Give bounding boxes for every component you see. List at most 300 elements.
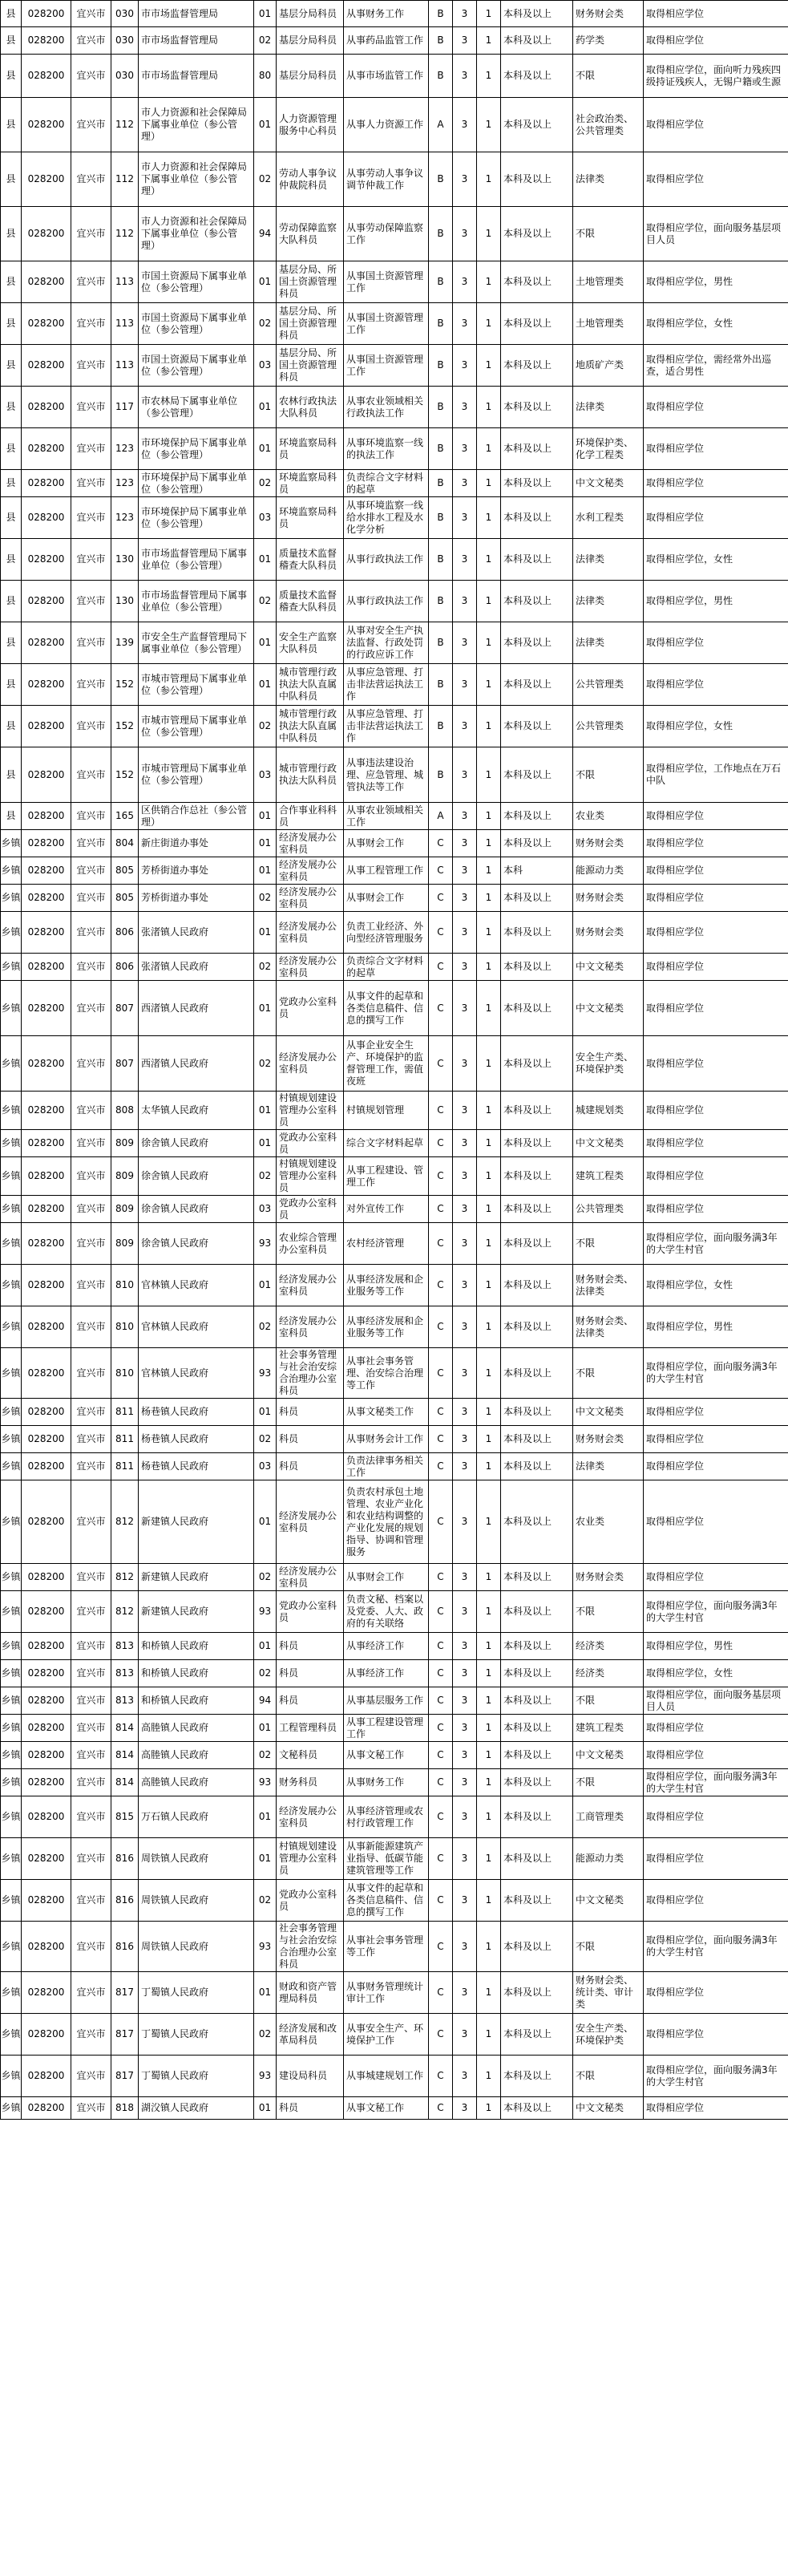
dept-code-cell: 117: [111, 387, 139, 428]
city-cell: 宜兴市: [71, 581, 111, 622]
headcount-cell: 1: [477, 470, 501, 497]
position-name-cell: 农业综合管理办公室科员: [277, 1223, 344, 1265]
position-name-cell: 基层分局科员: [277, 55, 344, 98]
position-name-cell: 党政办公室科员: [277, 1880, 344, 1922]
region-code-cell: 028200: [22, 1564, 71, 1591]
table-row: [1, 1591, 788, 1633]
exam-ratio-cell: 3: [453, 261, 477, 303]
exam-ratio-cell: 3: [453, 1426, 477, 1453]
duty-cell: 从事城建规划工作: [344, 2056, 429, 2097]
headcount-cell: 1: [477, 1092, 501, 1130]
other-requirements-cell: 取得相应学位: [644, 1399, 788, 1426]
category-cell: C: [429, 1591, 453, 1633]
position-name-cell: 经济发展办公室科员: [277, 1480, 344, 1564]
education-cell: 本科及以上: [501, 428, 573, 470]
other-requirements-cell: 取得相应学位: [644, 1130, 788, 1157]
position-name-cell: 城市管理行政执法大队直属中队科员: [277, 706, 344, 747]
exam-ratio-cell: 3: [453, 1348, 477, 1399]
category-cell: C: [429, 1265, 453, 1306]
level-cell: 县: [1, 470, 22, 497]
city-cell: 宜兴市: [71, 1972, 111, 2014]
headcount-cell: 1: [477, 885, 501, 912]
education-cell: 本科及以上: [501, 303, 573, 345]
category-cell: C: [429, 1036, 453, 1092]
education-cell: 本科及以上: [501, 1687, 573, 1715]
other-requirements-cell: 取得相应学位: [644, 1564, 788, 1591]
headcount-cell: 1: [477, 622, 501, 664]
position-name-cell: 村镇规划建设管理办公室科员: [277, 1157, 344, 1196]
category-cell: C: [429, 1769, 453, 1796]
position-code-cell: 93: [254, 1223, 277, 1265]
city-cell: 宜兴市: [71, 1092, 111, 1130]
level-cell: 乡镇: [1, 1742, 22, 1769]
education-cell: 本科及以上: [501, 27, 573, 55]
level-cell: 乡镇: [1, 830, 22, 857]
headcount-cell: 1: [477, 1157, 501, 1196]
table-row: [1, 1838, 788, 1880]
table-row: [1, 1564, 788, 1591]
other-requirements-cell: 取得相应学位，女性: [644, 1265, 788, 1306]
category-cell: C: [429, 1480, 453, 1564]
dept-name-cell: 高塍镇人民政府: [139, 1769, 254, 1796]
headcount-cell: 1: [477, 1564, 501, 1591]
position-code-cell: 01: [254, 1265, 277, 1306]
headcount-cell: 1: [477, 706, 501, 747]
dept-name-cell: 市国土资源局下属事业单位（参公管理）: [139, 303, 254, 345]
position-code-cell: 02: [254, 581, 277, 622]
other-requirements-cell: 取得相应学位: [644, 1972, 788, 2014]
table-row: [1, 981, 788, 1036]
education-cell: 本科及以上: [501, 1715, 573, 1742]
headcount-cell: 1: [477, 954, 501, 981]
dept-name-cell: 高塍镇人民政府: [139, 1715, 254, 1742]
education-cell: 本科及以上: [501, 664, 573, 706]
major-cell: 中文文秘类: [573, 2097, 644, 2120]
dept-name-cell: 市环境保护局下属事业单位（参公管理）: [139, 497, 254, 539]
position-name-cell: 基层分局、所国土资源管理科员: [277, 261, 344, 303]
city-cell: 宜兴市: [71, 1480, 111, 1564]
table-row: [1, 2056, 788, 2097]
level-cell: 县: [1, 55, 22, 98]
city-cell: 宜兴市: [71, 706, 111, 747]
dept-code-cell: 806: [111, 954, 139, 981]
education-cell: 本科及以上: [501, 1564, 573, 1591]
headcount-cell: 1: [477, 152, 501, 207]
dept-name-cell: 徐舍镇人民政府: [139, 1130, 254, 1157]
exam-ratio-cell: 3: [453, 1399, 477, 1426]
region-code-cell: 028200: [22, 885, 71, 912]
exam-ratio-cell: 3: [453, 706, 477, 747]
major-cell: 中文文秘类: [573, 954, 644, 981]
region-code-cell: 028200: [22, 1399, 71, 1426]
education-cell: 本科及以上: [501, 261, 573, 303]
dept-name-cell: 周铁镇人民政府: [139, 1880, 254, 1922]
other-requirements-cell: 取得相应学位，面向服务基层项目人员: [644, 207, 788, 261]
exam-ratio-cell: 3: [453, 1591, 477, 1633]
dept-code-cell: 814: [111, 1769, 139, 1796]
position-name-cell: 社会事务管理与社会治安综合治理办公室科员: [277, 1348, 344, 1399]
duty-cell: 从事社会事务管理、治安综合治理等工作: [344, 1348, 429, 1399]
major-cell: 土地管理类: [573, 303, 644, 345]
region-code-cell: 028200: [22, 1, 71, 27]
region-code-cell: 028200: [22, 1660, 71, 1687]
major-cell: 地质矿产类: [573, 345, 644, 387]
region-code-cell: 028200: [22, 152, 71, 207]
headcount-cell: 1: [477, 912, 501, 954]
region-code-cell: 028200: [22, 830, 71, 857]
education-cell: 本科及以上: [501, 1265, 573, 1306]
other-requirements-cell: 取得相应学位，女性: [644, 539, 788, 581]
city-cell: 宜兴市: [71, 1880, 111, 1922]
level-cell: 县: [1, 581, 22, 622]
duty-cell: 从事应急管理、打击非法营运执法工作: [344, 706, 429, 747]
table-row: [1, 664, 788, 706]
city-cell: 宜兴市: [71, 1660, 111, 1687]
region-code-cell: 028200: [22, 387, 71, 428]
region-code-cell: 028200: [22, 1157, 71, 1196]
city-cell: 宜兴市: [71, 470, 111, 497]
exam-ratio-cell: 3: [453, 1838, 477, 1880]
major-cell: 法律类: [573, 387, 644, 428]
category-cell: B: [429, 497, 453, 539]
dept-name-cell: 新建镇人民政府: [139, 1480, 254, 1564]
city-cell: 宜兴市: [71, 981, 111, 1036]
dept-name-cell: 市城市管理局下属事业单位（参公管理）: [139, 747, 254, 803]
position-name-cell: 安全生产监察大队科员: [277, 622, 344, 664]
duty-cell: 从事基层服务工作: [344, 1687, 429, 1715]
education-cell: 本科及以上: [501, 1223, 573, 1265]
level-cell: 县: [1, 747, 22, 803]
city-cell: 宜兴市: [71, 1426, 111, 1453]
region-code-cell: 028200: [22, 981, 71, 1036]
category-cell: C: [429, 912, 453, 954]
position-code-cell: 01: [254, 98, 277, 152]
table-row: [1, 470, 788, 497]
dept-name-cell: 市人力资源和社会保障局下属事业单位（参公管理）: [139, 98, 254, 152]
exam-ratio-cell: 3: [453, 345, 477, 387]
dept-code-cell: 113: [111, 261, 139, 303]
region-code-cell: 028200: [22, 1426, 71, 1453]
other-requirements-cell: 取得相应学位，工作地点在万石中队: [644, 747, 788, 803]
headcount-cell: 1: [477, 345, 501, 387]
level-cell: 乡镇: [1, 1715, 22, 1742]
other-requirements-cell: 取得相应学位: [644, 830, 788, 857]
table-row: [1, 1742, 788, 1769]
duty-cell: 从事经济工作: [344, 1633, 429, 1660]
position-code-cell: 03: [254, 497, 277, 539]
dept-name-cell: 市国土资源局下属事业单位（参公管理）: [139, 345, 254, 387]
table-row: [1, 2014, 788, 2056]
exam-ratio-cell: 3: [453, 2056, 477, 2097]
position-name-cell: 建设局科员: [277, 2056, 344, 2097]
position-name-cell: 经济发展办公室科员: [277, 954, 344, 981]
position-code-cell: 02: [254, 1880, 277, 1922]
city-cell: 宜兴市: [71, 1564, 111, 1591]
headcount-cell: 1: [477, 857, 501, 885]
region-code-cell: 028200: [22, 706, 71, 747]
dept-code-cell: 817: [111, 2056, 139, 2097]
headcount-cell: 1: [477, 1480, 501, 1564]
region-code-cell: 028200: [22, 1796, 71, 1838]
table-row: [1, 207, 788, 261]
major-cell: 财务财会类: [573, 1, 644, 27]
headcount-cell: 1: [477, 581, 501, 622]
category-cell: C: [429, 1399, 453, 1426]
category-cell: B: [429, 303, 453, 345]
level-cell: 乡镇: [1, 2056, 22, 2097]
position-name-cell: 工程管理科员: [277, 1715, 344, 1742]
dept-code-cell: 807: [111, 1036, 139, 1092]
headcount-cell: 1: [477, 1, 501, 27]
level-cell: 县: [1, 803, 22, 830]
dept-code-cell: 817: [111, 1972, 139, 2014]
position-code-cell: 02: [254, 470, 277, 497]
exam-ratio-cell: 3: [453, 303, 477, 345]
dept-code-cell: 112: [111, 98, 139, 152]
category-cell: B: [429, 428, 453, 470]
level-cell: 县: [1, 152, 22, 207]
duty-cell: 从事经济工作: [344, 1660, 429, 1687]
position-code-cell: 02: [254, 1306, 277, 1348]
dept-code-cell: 152: [111, 706, 139, 747]
city-cell: 宜兴市: [71, 1223, 111, 1265]
level-cell: 乡镇: [1, 912, 22, 954]
dept-code-cell: 813: [111, 1660, 139, 1687]
education-cell: 本科及以上: [501, 1399, 573, 1426]
dept-code-cell: 807: [111, 981, 139, 1036]
table-row: [1, 1223, 788, 1265]
other-requirements-cell: 取得相应学位: [644, 428, 788, 470]
major-cell: 中文文秘类: [573, 981, 644, 1036]
level-cell: 乡镇: [1, 1564, 22, 1591]
dept-code-cell: 817: [111, 2014, 139, 2056]
city-cell: 宜兴市: [71, 830, 111, 857]
headcount-cell: 1: [477, 747, 501, 803]
education-cell: 本科及以上: [501, 1196, 573, 1223]
headcount-cell: 1: [477, 1660, 501, 1687]
exam-ratio-cell: 3: [453, 207, 477, 261]
duty-cell: 从事经济管理或农村行政管理工作: [344, 1796, 429, 1838]
level-cell: 乡镇: [1, 2097, 22, 2120]
duty-cell: 从事经济发展和企业服务等工作: [344, 1265, 429, 1306]
exam-ratio-cell: 3: [453, 1769, 477, 1796]
headcount-cell: 1: [477, 981, 501, 1036]
level-cell: 县: [1, 428, 22, 470]
category-cell: C: [429, 1660, 453, 1687]
level-cell: 乡镇: [1, 1036, 22, 1092]
category-cell: B: [429, 581, 453, 622]
other-requirements-cell: 取得相应学位: [644, 2014, 788, 2056]
region-code-cell: 028200: [22, 1922, 71, 1972]
exam-ratio-cell: 3: [453, 1742, 477, 1769]
exam-ratio-cell: 3: [453, 1196, 477, 1223]
table-row: [1, 706, 788, 747]
major-cell: 不限: [573, 1591, 644, 1633]
education-cell: 本科及以上: [501, 803, 573, 830]
education-cell: 本科: [501, 857, 573, 885]
city-cell: 宜兴市: [71, 1265, 111, 1306]
level-cell: 乡镇: [1, 1922, 22, 1972]
position-name-cell: 科员: [277, 1633, 344, 1660]
position-name-cell: 科员: [277, 1399, 344, 1426]
city-cell: 宜兴市: [71, 1348, 111, 1399]
dept-code-cell: 130: [111, 581, 139, 622]
dept-code-cell: 809: [111, 1157, 139, 1196]
exam-ratio-cell: 3: [453, 912, 477, 954]
other-requirements-cell: 取得相应学位，面向服务满3年的大学生村官: [644, 1922, 788, 1972]
headcount-cell: 1: [477, 27, 501, 55]
duty-cell: 从事环境监察一线给水排水工程及水化学分析: [344, 497, 429, 539]
education-cell: 本科及以上: [501, 98, 573, 152]
headcount-cell: 1: [477, 1633, 501, 1660]
major-cell: 农业类: [573, 1480, 644, 1564]
exam-ratio-cell: 3: [453, 981, 477, 1036]
dept-name-cell: 西渚镇人民政府: [139, 1036, 254, 1092]
table-row: [1, 1480, 788, 1564]
dept-code-cell: 805: [111, 885, 139, 912]
dept-code-cell: 112: [111, 207, 139, 261]
duty-cell: 负责文秘、档案以及党委、人大、政府的有关联络: [344, 1591, 429, 1633]
exam-ratio-cell: 3: [453, 1036, 477, 1092]
table-row: [1, 1687, 788, 1715]
category-cell: B: [429, 470, 453, 497]
city-cell: 宜兴市: [71, 1157, 111, 1196]
category-cell: B: [429, 747, 453, 803]
major-cell: 经济类: [573, 1633, 644, 1660]
table-row: [1, 387, 788, 428]
position-name-cell: 经济发展办公室科员: [277, 830, 344, 857]
other-requirements-cell: 取得相应学位，男性: [644, 581, 788, 622]
position-name-cell: 经济发展办公室科员: [277, 1265, 344, 1306]
region-code-cell: 028200: [22, 581, 71, 622]
headcount-cell: 1: [477, 303, 501, 345]
duty-cell: 从事国土资源管理工作: [344, 345, 429, 387]
region-code-cell: 028200: [22, 1265, 71, 1306]
dept-name-cell: 徐舍镇人民政府: [139, 1223, 254, 1265]
table-row: [1, 1306, 788, 1348]
city-cell: 宜兴市: [71, 1715, 111, 1742]
category-cell: C: [429, 2014, 453, 2056]
headcount-cell: 1: [477, 1796, 501, 1838]
major-cell: 工商管理类: [573, 1796, 644, 1838]
level-cell: 乡镇: [1, 1130, 22, 1157]
dept-name-cell: 市人力资源和社会保障局下属事业单位（参公管理）: [139, 152, 254, 207]
table-row: [1, 830, 788, 857]
other-requirements-cell: 取得相应学位: [644, 1453, 788, 1480]
category-cell: C: [429, 1453, 453, 1480]
dept-code-cell: 810: [111, 1265, 139, 1306]
city-cell: 宜兴市: [71, 1196, 111, 1223]
duty-cell: 从事财务工作: [344, 1, 429, 27]
city-cell: 宜兴市: [71, 152, 111, 207]
education-cell: 本科及以上: [501, 1480, 573, 1564]
position-name-cell: 村镇规划建设管理办公室科员: [277, 1092, 344, 1130]
dept-name-cell: 官林镇人民政府: [139, 1265, 254, 1306]
major-cell: 法律类: [573, 1453, 644, 1480]
headcount-cell: 1: [477, 98, 501, 152]
position-code-cell: 02: [254, 1426, 277, 1453]
dept-name-cell: 官林镇人民政府: [139, 1306, 254, 1348]
city-cell: 宜兴市: [71, 2097, 111, 2120]
category-cell: A: [429, 98, 453, 152]
exam-ratio-cell: 3: [453, 98, 477, 152]
major-cell: 安全生产类、环境保护类: [573, 2014, 644, 2056]
dept-code-cell: 152: [111, 747, 139, 803]
duty-cell: 从事人力资源工作: [344, 98, 429, 152]
region-code-cell: 028200: [22, 261, 71, 303]
position-code-cell: 01: [254, 428, 277, 470]
region-code-cell: 028200: [22, 539, 71, 581]
category-cell: B: [429, 539, 453, 581]
position-name-cell: 基层分局、所国土资源管理科员: [277, 303, 344, 345]
education-cell: 本科及以上: [501, 539, 573, 581]
position-name-cell: 经济发展办公室科员: [277, 1564, 344, 1591]
category-cell: B: [429, 1, 453, 27]
dept-code-cell: 123: [111, 497, 139, 539]
position-name-cell: 党政办公室科员: [277, 1591, 344, 1633]
category-cell: B: [429, 152, 453, 207]
level-cell: 乡镇: [1, 1838, 22, 1880]
major-cell: 法律类: [573, 539, 644, 581]
dept-name-cell: 周铁镇人民政府: [139, 1922, 254, 1972]
exam-ratio-cell: 3: [453, 1564, 477, 1591]
dept-code-cell: 809: [111, 1223, 139, 1265]
dept-code-cell: 030: [111, 1, 139, 27]
major-cell: 水利工程类: [573, 497, 644, 539]
headcount-cell: 1: [477, 1922, 501, 1972]
level-cell: 乡镇: [1, 1306, 22, 1348]
category-cell: C: [429, 981, 453, 1036]
major-cell: 不限: [573, 2056, 644, 2097]
dept-name-cell: 市人力资源和社会保障局下属事业单位（参公管理）: [139, 207, 254, 261]
position-name-cell: 经济发展办公室科员: [277, 1036, 344, 1092]
region-code-cell: 028200: [22, 1880, 71, 1922]
position-code-cell: 01: [254, 664, 277, 706]
education-cell: 本科及以上: [501, 581, 573, 622]
other-requirements-cell: 取得相应学位: [644, 1715, 788, 1742]
dept-name-cell: 湖㳇镇人民政府: [139, 2097, 254, 2120]
dept-name-cell: 市城市管理局下属事业单位（参公管理）: [139, 664, 254, 706]
level-cell: 县: [1, 207, 22, 261]
education-cell: 本科及以上: [501, 1092, 573, 1130]
dept-code-cell: 818: [111, 2097, 139, 2120]
dept-code-cell: 810: [111, 1348, 139, 1399]
education-cell: 本科及以上: [501, 1306, 573, 1348]
position-code-cell: 02: [254, 27, 277, 55]
major-cell: 城建规划类: [573, 1092, 644, 1130]
dept-code-cell: 813: [111, 1633, 139, 1660]
position-name-cell: 质量技术监督稽查大队科员: [277, 539, 344, 581]
education-cell: 本科及以上: [501, 1591, 573, 1633]
level-cell: 县: [1, 539, 22, 581]
table-row: [1, 98, 788, 152]
category-cell: C: [429, 954, 453, 981]
duty-cell: 从事新能源建筑产业指导、低碳节能建筑管理等工作: [344, 1838, 429, 1880]
position-name-cell: 经济发展办公室科员: [277, 885, 344, 912]
city-cell: 宜兴市: [71, 912, 111, 954]
position-name-cell: 经济发展办公室科员: [277, 1796, 344, 1838]
position-code-cell: 02: [254, 885, 277, 912]
dept-name-cell: 新庄街道办事处: [139, 830, 254, 857]
position-code-cell: 01: [254, 2097, 277, 2120]
dept-code-cell: 814: [111, 1742, 139, 1769]
position-name-cell: 城市管理行政执法大队直属中队科员: [277, 664, 344, 706]
duty-cell: 从事企业安全生产、环境保护的监督管理工作，需值夜班: [344, 1036, 429, 1092]
dept-code-cell: 152: [111, 664, 139, 706]
city-cell: 宜兴市: [71, 2014, 111, 2056]
headcount-cell: 1: [477, 1687, 501, 1715]
exam-ratio-cell: 3: [453, 1453, 477, 1480]
